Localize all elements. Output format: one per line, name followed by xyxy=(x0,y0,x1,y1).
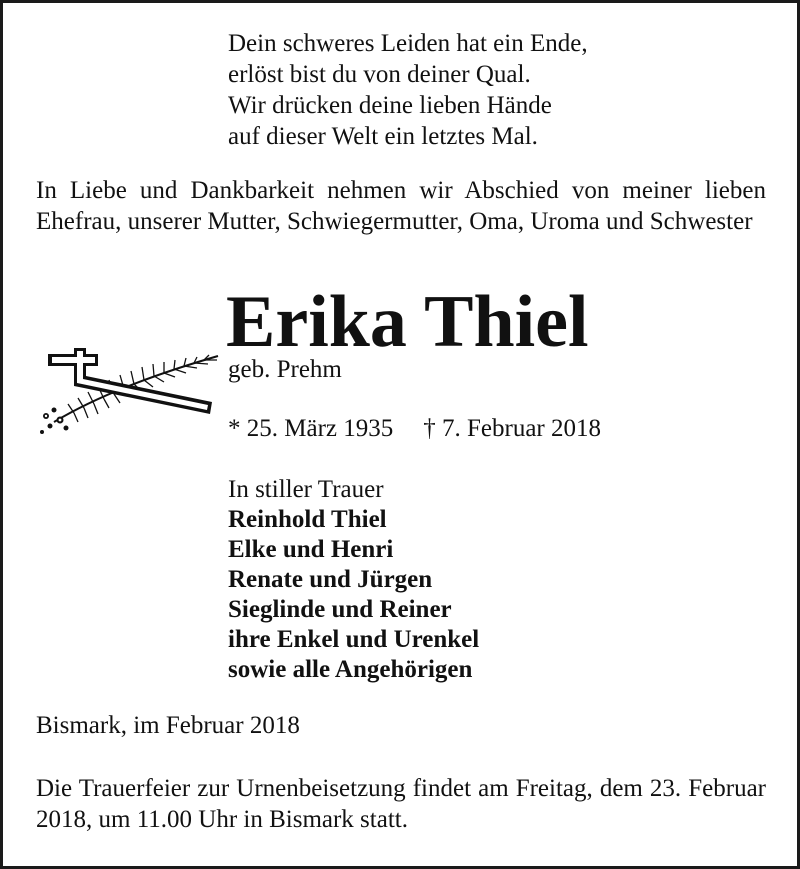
maiden-name: geb. Prehm xyxy=(228,356,342,383)
mourner-name: ihre Enkel und Urenkel xyxy=(228,626,480,653)
life-dates xyxy=(228,413,601,444)
mourner-name: sowie alle Angehörigen xyxy=(228,656,473,683)
poem-line: auf dieser Welt ein letztes Mal. xyxy=(228,123,538,150)
birth-date: * 25. März 1935 xyxy=(228,415,394,442)
farewell-intro: In Liebe und Dankbarkeit nehmen wir Abschied von meiner lieben Ehefrau, unserer Mutter, Schwiegermutter, Oma, Uroma und Schwester xyxy=(36,177,766,235)
mourners-block xyxy=(228,475,479,685)
funeral-info: Die Trauerfeier zur Urnenbeisetzung findet am Freitag, dem 23. Februar 2018, um 11.00 Uhr in Bismark statt. xyxy=(36,775,766,833)
deceased-name: Erika Thiel xyxy=(226,281,589,363)
place-and-date: Bismark, im Februar 2018 xyxy=(36,712,300,739)
poem-line: erlöst bist du von deiner Qual. xyxy=(228,61,531,88)
mourner-name: Sieglinde und Reiner xyxy=(228,596,452,623)
memorial-poem xyxy=(228,28,588,152)
mourner-name: Renate und Jürgen xyxy=(228,566,433,593)
mourner-name: Elke und Henri xyxy=(228,536,394,563)
death-date: † 7. Februar 2018 xyxy=(423,415,601,442)
mourners-label: In stiller Trauer xyxy=(228,476,384,503)
poem-line: Wir drücken deine lieben Hände xyxy=(228,92,552,119)
cross-with-palm-branch-icon xyxy=(34,346,220,438)
poem-line: Dein schweres Leiden hat ein Ende, xyxy=(228,30,588,57)
mourner-name: Reinhold Thiel xyxy=(228,506,387,533)
